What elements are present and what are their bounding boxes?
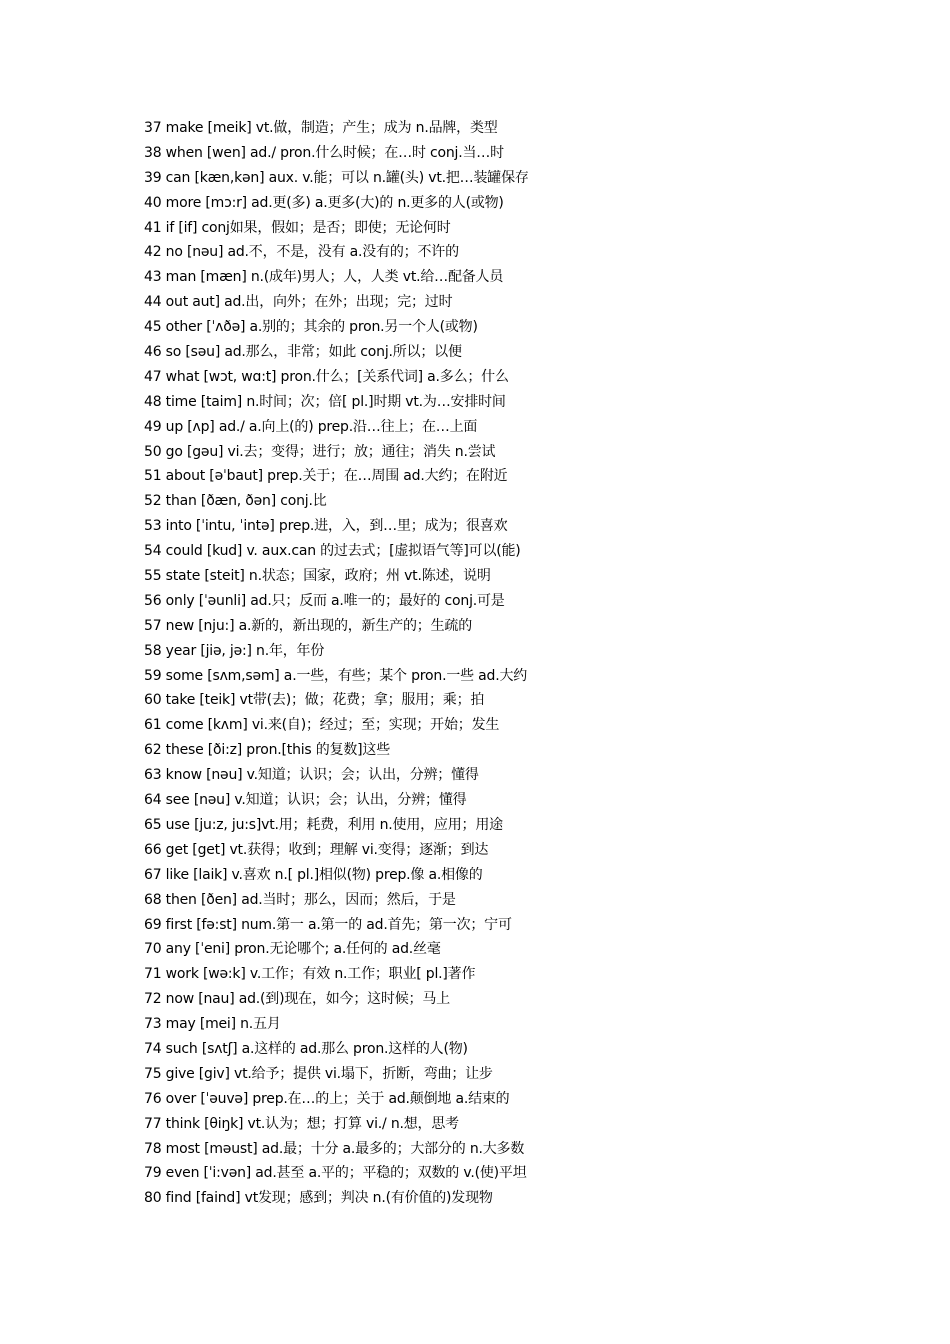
vocab-entry-68: 68 then [ðen] ad.当时；那么，因而；然后，于是 (144, 891, 456, 908)
vocab-entry-43: 43 man [mæn] n.(成年)男人；人，人类 vt.给…配备人员 (144, 269, 504, 286)
vocab-entry-48: 48 time [taim] n.时间；次；倍[ pl.]时期 vt.为…安排时间 (144, 393, 506, 410)
vocab-entry-56: 56 only [ˈəunli] ad.只；反而 a.唯一的；最好的 conj.可是 (144, 592, 505, 609)
vocab-entry-65: 65 use [ju:z, ju:s]vt.用；耗费，利用 n.使用，应用；用途 (144, 816, 503, 833)
vocab-entry-63: 63 know [nəu] v.知道；认识；会；认出，分辨；懂得 (144, 767, 479, 784)
vocab-entry-78: 78 most [məust] ad.最；十分 a.最多的；大部分的 n.大多数 (144, 1140, 525, 1157)
vocab-entry-53: 53 into [ˈintu, ˈintə] prep.进，入，到…里；成为；很喜欢 (144, 518, 508, 535)
vocab-entry-71: 71 work [wə:k] v.工作；有效 n.工作；职业[ pl.]著作 (144, 966, 476, 983)
vocab-entry-61: 61 come [kʌm] vi.来(自)；经过；至；实现；开始；发生 (144, 717, 500, 734)
vocabulary-list (144, 116, 529, 1211)
vocab-entry-55: 55 state [steit] n.状态；国家，政府；州 vt.陈述，说明 (144, 568, 491, 585)
vocab-entry-73: 73 may [mei] n.五月 (144, 1016, 281, 1033)
vocab-entry-70: 70 any [ˈeni] pron.无论哪个; a.任何的 ad.丝毫 (144, 941, 441, 958)
vocab-entry-45: 45 other [ˈʌðə] a.别的；其余的 pron.另一个人(或物) (144, 319, 478, 336)
vocab-entry-51: 51 about [əˈbaut] prep.关于；在…周围 ad.大约；在附近 (144, 468, 508, 485)
vocab-entry-38: 38 when [wen] ad./ pron.什么时候；在…时 conj.当…时 (144, 144, 504, 161)
vocab-entry-69: 69 first [fə:st] num.第一 a.第一的 ad.首先；第一次；宁可 (144, 916, 512, 933)
vocab-entry-37: 37 make [meik] vt.做，制造；产生；成为 n.品牌，类型 (144, 120, 498, 136)
vocab-entry-75: 75 give [giv] vt.给予；提供 vi.塌下，折断，弯曲；让步 (144, 1065, 493, 1082)
vocab-entry-58: 58 year [jiə, jə:] n.年，年份 (144, 642, 325, 659)
vocab-entry-59: 59 some [sʌm,səm] a.一些，有些；某个 pron.一些 ad.大约 (144, 667, 528, 684)
vocab-entry-46: 46 so [səu] ad.那么，非常；如此 conj.所以；以便 (144, 344, 462, 361)
vocab-entry-54: 54 could [kud] v. aux.can 的过去式；[虚拟语气等]可以(能) (144, 543, 521, 560)
vocab-entry-40: 40 more [mɔ:r] ad.更(多) a.更多(大)的 n.更多的人(或物) (144, 194, 504, 211)
vocab-entry-52: 52 than [ðæn, ðən] conj.比 (144, 493, 327, 510)
vocab-entry-64: 64 see [nəu] v.知道；认识；会；认出，分辨；懂得 (144, 792, 467, 809)
vocab-entry-50: 50 go [gəu] vi.去；变得；进行；放；通往；消失 n.尝试 (144, 443, 496, 460)
vocab-entry-67: 67 like [laik] v.喜欢 n.[ pl.]相似(物) prep.像 a.相像的 (144, 866, 483, 883)
vocab-entry-44: 44 out aut] ad.出，向外；在外；出现；完；过时 (144, 294, 453, 311)
vocab-entry-74: 74 such [sʌtʃ] a.这样的 ad.那么 pron.这样的人(物) (144, 1040, 468, 1057)
vocab-entry-72: 72 now [nau] ad.(到)现在，如今；这时候；马上 (144, 991, 450, 1008)
vocab-entry-49: 49 up [ʌp] ad./ a.向上(的) prep.沿…往上；在…上面 (144, 418, 478, 435)
vocab-entry-47: 47 what [wɔt, wɑ:t] pron.什么；[关系代词] a.多么；什么 (144, 368, 509, 385)
vocab-entry-80: 80 find [faind] vt发现；感到；判决 n.(有价值的)发现物 (144, 1190, 493, 1207)
vocab-entry-60: 60 take [teik] vt带(去)；做；花费；拿；服用；乘；拍 (144, 692, 485, 709)
vocab-entry-62: 62 these [ði:z] pron.[this 的复数]这些 (144, 742, 391, 759)
vocab-entry-41: 41 if [if] conj如果，假如；是否；即使；无论何时 (144, 219, 451, 236)
vocab-entry-79: 79 even [ˈi:vən] ad.甚至 a.平的；平稳的；双数的 v.(使)平坦 (144, 1165, 527, 1182)
vocab-entry-39: 39 can [kæn,kən] aux. v.能；可以 n.罐(头) vt.把…装罐保存 (144, 169, 529, 186)
vocab-entry-76: 76 over [ˈəuvə] prep.在…的上；关于 ad.颠倒地 a.结束的 (144, 1090, 510, 1107)
vocab-entry-66: 66 get [get] vt.获得；收到；理解 vi.变得；逐渐；到达 (144, 841, 489, 858)
vocab-entry-77: 77 think [θiŋk] vt.认为；想；打算 vi./ n.想，思考 (144, 1115, 459, 1132)
vocab-entry-42: 42 no [nəu] ad.不，不是，没有 a.没有的；不许的 (144, 244, 459, 261)
vocab-entry-57: 57 new [nju:] a.新的，新出现的，新生产的；生疏的 (144, 617, 473, 634)
